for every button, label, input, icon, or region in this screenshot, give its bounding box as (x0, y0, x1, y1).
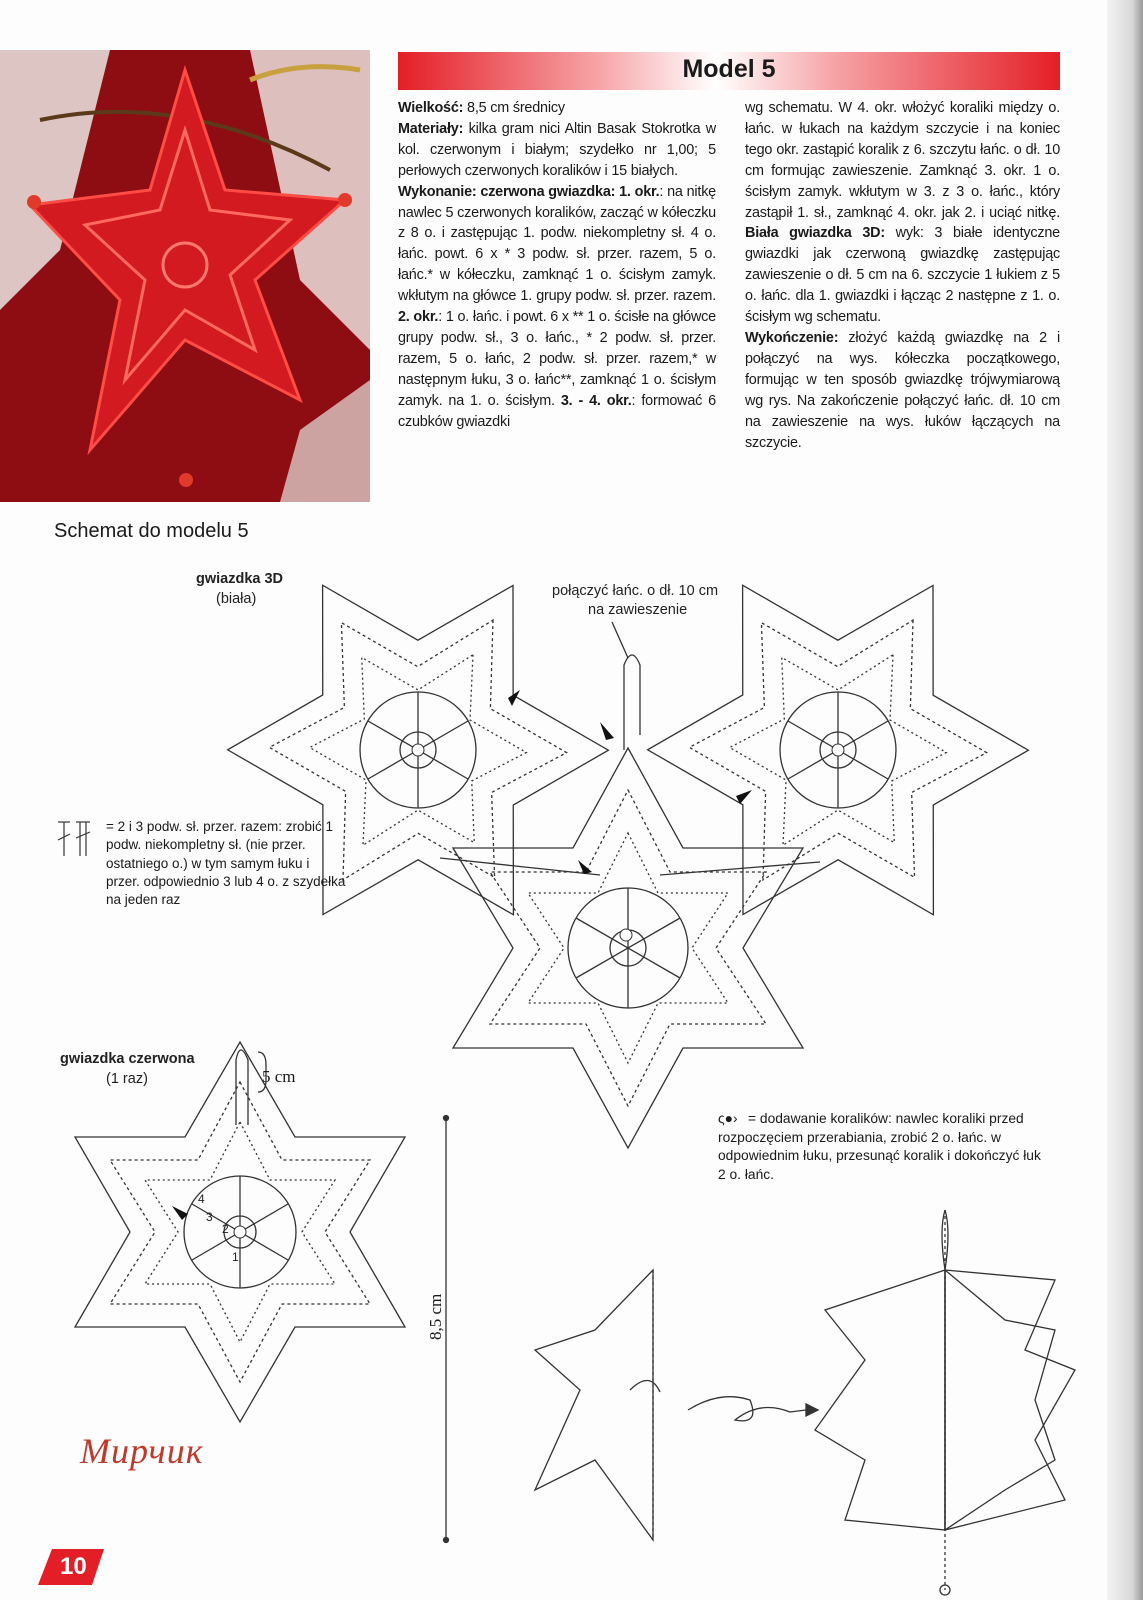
size-label: Wielkość: (398, 100, 464, 116)
white-star-label: Biała gwiazdka 3D: (745, 225, 885, 242)
star-3d-bottom (453, 748, 803, 1148)
folded-half-star (535, 1270, 653, 1540)
round2-text: : 1 o. łańc. i powt. 6 x ** 1 o. ścisłe na główce grupy podw. sł., 3 o. łańc., * 2 podw. sł. przer. razem, 5 o. łańc, 2 podw. sł. przer. razem,* w następnym łuku, 3 o. łańc**, zamknąć 1 o. ścisłym zamyk. na 1. o. ścisłym. (398, 309, 716, 409)
page-number-badge (38, 1549, 104, 1585)
bead-icon: ς●› (718, 1111, 738, 1126)
bead-legend-text: = dodawanie koralików: nawlec koraliki przed rozpoczęciem przerabiania, zrobić 2 o. łańc. w odpowiednim łuku, przesunąć koralik i dokończyć łuk 2 o. łańc. (718, 1111, 1041, 1182)
execution-text: : na nitkę nawlec 5 czerwonych koralików, zacząć w kółeczku z 8 o. i zastępując 1. podw. niekompletny sł. 4 o. łańc. powt. 6 x * 3 podw. sł. przer. razem, 5 o. łańc.* w kółeczku, zamknąć 1 o. ścisłym zamyk. wkłutym na główce 1. grupy podw. sł. przer. razem. (398, 183, 716, 305)
model-title: Model 5 (682, 55, 776, 83)
hanger-length-label: 5 cm (262, 1067, 296, 1086)
round-label-3: 3 (206, 1210, 213, 1224)
red-star-label: gwiazdka czerwona (60, 1051, 195, 1067)
materials-label: Materiały: (398, 120, 464, 137)
red-hanger-loop (236, 1050, 248, 1125)
stitch-symbol-icon (58, 822, 90, 856)
execution-label: Wykonanie: czerwona gwiazdka: 1. okr. (398, 183, 660, 200)
round-label-2: 2 (222, 1222, 229, 1236)
hanger-loop (624, 655, 640, 750)
star-3d-sub-label: (biała) (216, 591, 257, 607)
star-3d-label: gwiazdka 3D (196, 571, 284, 587)
schema-title: Schemat do modelu 5 (54, 520, 249, 542)
stitch-legend-text: = 2 i 3 podw. sł. przer. razem: zrobić 1 podw. niekompletny sł. (nie przer. ostatniego o.) w tym samym łuku i przer. odpowiednio 3 lub 4 o. z szydełka na jeden raz (106, 819, 346, 908)
hanger-note-2: na zawieszenie (588, 602, 688, 618)
size-text: 8,5 cm średnicy (463, 100, 565, 116)
size-dimension-text: 8,5 cm (426, 1293, 445, 1340)
continuation-text: wg schematu. W 4. okr. włożyć koraliki między o. łańc. w łukach na każdym szczycie i na koniec tego okr. zastąpić koralik z 6. szczytu łańc. o dł. 10 cm formując zawieszenie. Zamknąć 3. okr. 1 o. ścisłym zamyk. wkłutym w 3. z 3 o. łańc., który zastąpił 1. sł., zamknąć 4. okr. jak 2. i uciąć nitkę. (745, 100, 1060, 221)
white-star-text: wyk: 3 białe identyczne gwiazdki jak czerwoną gwiazdkę zastępując zawieszenie o dł. 5 cm na 6. szczycie 1 łukiem z 5 o. łańc. dla 1. gwiazdki i łącząc 2 następne z 1. o. ścisłym wg schematu. (745, 225, 1060, 326)
round-label-1: 1 (232, 1250, 239, 1264)
round-label-4: 4 (198, 1192, 205, 1206)
finishing-text: złożyć każdą gwiazdkę na 2 i połączyć na wys. kółeczka początkowego, formując w ten sposób gwiazdkę trójwymiarową wg rys. Na zakończenie połączyć łańc. dł. 10 cm na zawieszenie na wys. łuków łączących na szczycie. (745, 329, 1060, 451)
round34-label: 3. - 4. okr. (560, 392, 632, 409)
materials-text: kilka gram nici Altin Basak Stokrotka w kol. czerwonym i białym; szydełko nr 1,00; 5 perłowych czerwonych koralików i 15 białych. (398, 120, 716, 179)
round34-text: : formować 6 czubków gwiazdki (398, 392, 716, 430)
round2-label: 2. okr. (398, 309, 439, 326)
page-number: 10 (60, 1553, 87, 1580)
finishing-label: Wykończenie: (745, 329, 839, 346)
hanger-note-1: połączyć łańc. o dł. 10 cm (552, 583, 719, 599)
red-star-sub-label: (1 raz) (106, 1071, 148, 1087)
assembled-3d-star (815, 1210, 1075, 1595)
fold-arrow (688, 1397, 806, 1421)
watermark-signature: Мирчик (80, 1431, 204, 1471)
bead-legend (718, 1110, 1048, 1184)
size-dimension-label (426, 1200, 466, 1350)
